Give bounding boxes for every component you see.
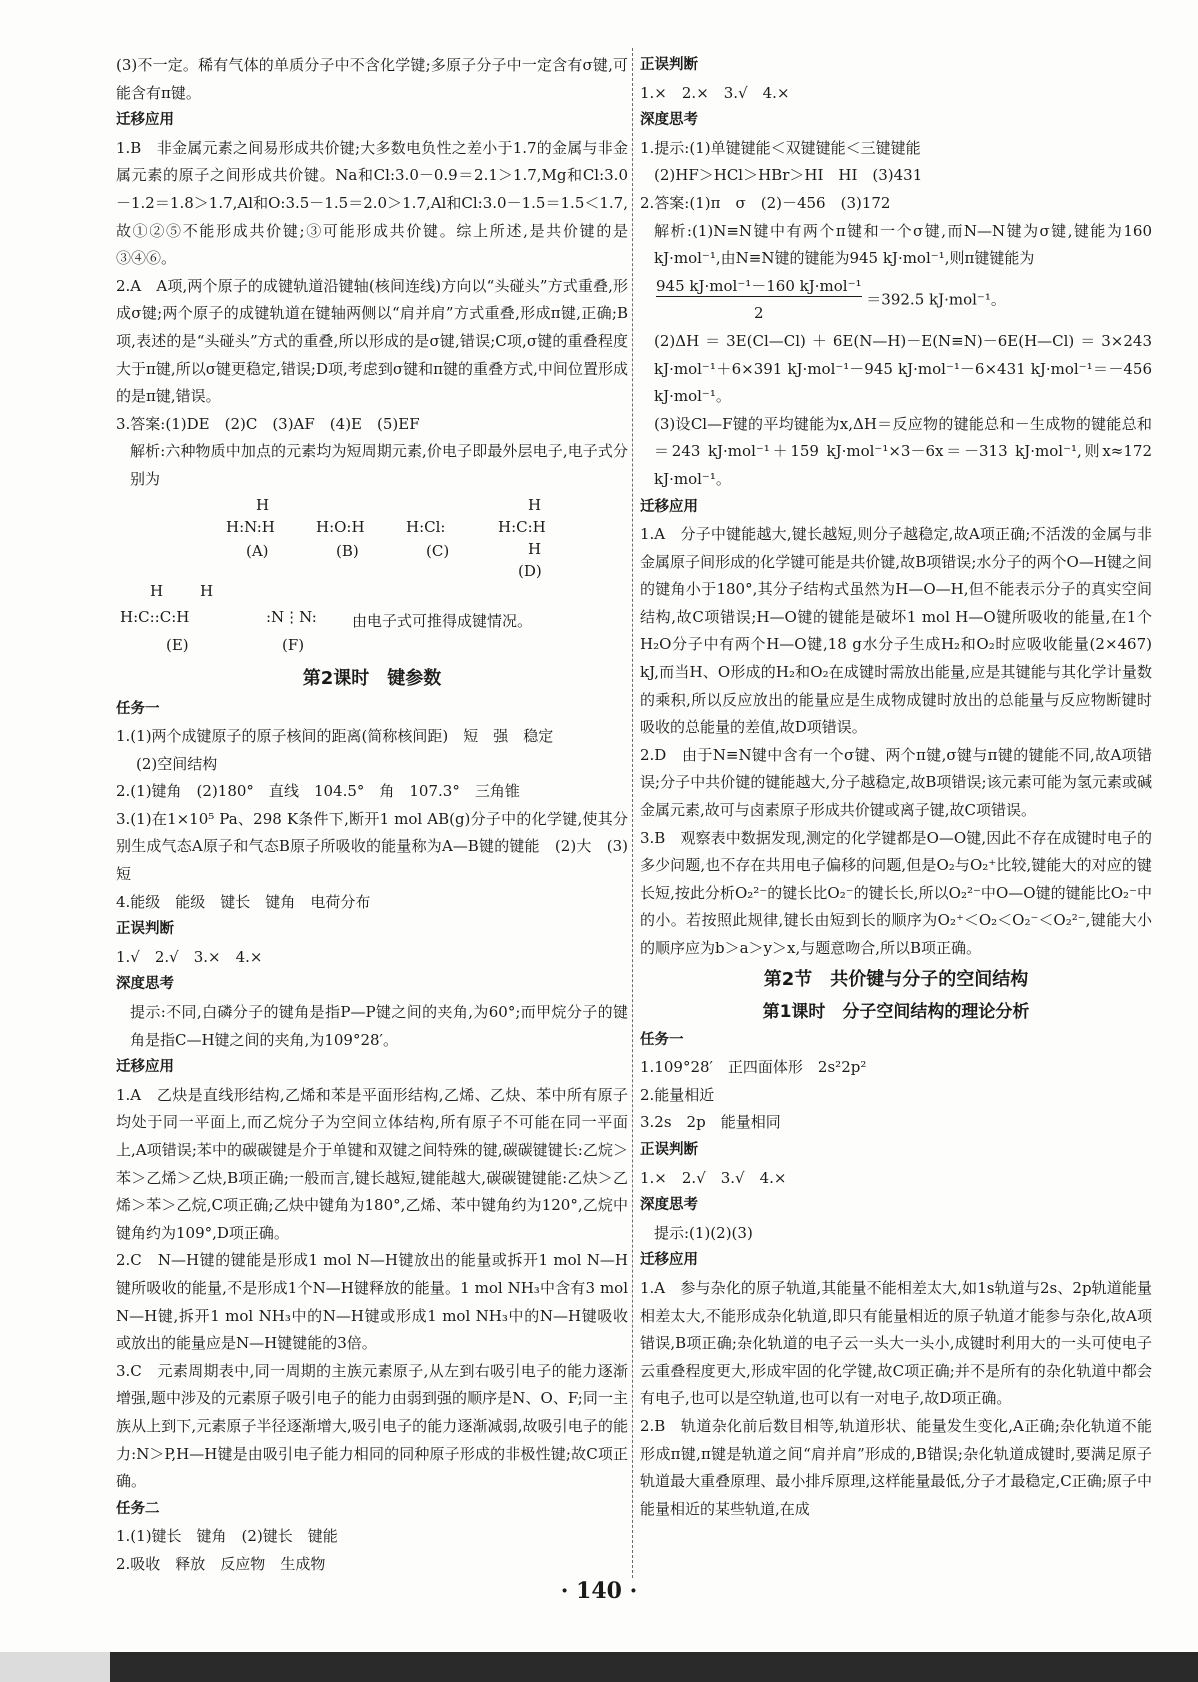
explanation: (2)ΔH＝3E(Cl—Cl)＋6E(N—H)－E(N≡N)－6E(H—Cl)＝3×243 kJ·mol⁻¹＋6×391 kJ·mol⁻¹－945 kJ·mol⁻¹－6×431 kJ·mol⁻¹＝－456 kJ·mol⁻¹。 bbox=[654, 331, 1152, 406]
answer-item: 1.(1)两个成键原子的原子核间的距离(简称核间距) 短 强 稳定 bbox=[116, 727, 554, 746]
lewis-formula-b: H:O:H bbox=[316, 517, 365, 536]
answer-item: (2)HF＞HCl＞HBr＞HI HI (3)431 bbox=[654, 166, 923, 185]
fraction-expression bbox=[640, 273, 1152, 328]
answer-item: 3.2s 2p 能量相同 bbox=[640, 1113, 781, 1132]
lewis-formula-d: H:C:H bbox=[498, 517, 546, 536]
answer-item: 1.A 分子中键能越大,键长越短,则分子越稳定,故A项正确;不活泼的金属与非金属原子间形成的化学键可能是共价键,故B项错误;水分子的两个O—H键之间的键角小于180°,其分子结构式虽然为H—O—H,但不能表示分子的真实空间结构,故C项错误;H—O键的键能是破坏1 mol H—O键所吸收的能量,在1个H₂O分子中有两个H—O键,18 g水分子生成H₂和O₂时应吸收能量(2×467) kJ,而当H、O形成的H₂和O₂在成键时需放出能量,应是其键能与其化学计量数的乘积,所以反应放出的能量应是生成物成键时放出的总能量与反应物断键时吸收的总能量的差值,故D项错误。 bbox=[640, 525, 1152, 737]
electron-dot-formulas-abcd bbox=[116, 494, 628, 580]
answer-item: 3.B 观察表中数据发现,测定的化学键都是O—O键,因此不存在成键时电子的多少问题,也不存在共用电子偏移的问题,但是O₂与O₂⁺比较,键能大的对应的键长短,按此分析O₂²⁻的键长比O₂⁻的键长长,所以O₂²⁻中O—O键的键能比O₂⁻中的小。若按照此规律,键长由短到长的顺序为O₂⁺＜O₂＜O₂⁻＜O₂²⁻,键能大小的顺序应为b＞a＞y＞x,与题意吻合,所以B项正确。 bbox=[640, 828, 1152, 957]
answer-item: 2.B 轨道杂化前后数目相等,轨道形状、能量发生变化,A正确;杂化轨道不能形成π键,π键是轨道之间“肩并肩”形成的,B错误;杂化轨道成键时,要满足原子轨道最大重叠原理、最小排斥原理,这样能量最低,分子才最稳定,C正确;原子中能量相近的某些轨道,在成 bbox=[640, 1416, 1152, 1518]
answer-item: 1.提示:(1)单键键能＜双键键能＜三键键能 bbox=[640, 138, 921, 157]
heading-transfer-application: 迁移应用 bbox=[116, 1059, 174, 1076]
answer-item: 2.A A项,两个原子的成键轨道沿键轴(核间连线)方向以“头碰头”方式重叠,形成σ键;两个原子的成键轨道在键轴两侧以“肩并肩”方式重叠,形成π键,正确;B项,表述的是“头碰头”方式的重叠,所以形成的是σ键,错误;C项,σ键的重叠程度大于π键,所以σ键更稳定,错误;D项,考虑到σ键和π键的重叠方式,中间位置形成的是π键,错误。 bbox=[116, 276, 628, 406]
left-column bbox=[116, 52, 628, 1579]
answer-item: 1.× 2.× 3.√ 4.× bbox=[640, 83, 790, 102]
answer-item: 4.能级 能级 键长 键角 电荷分布 bbox=[116, 892, 371, 911]
explanation: (3)设Cl—F键的平均键能为x,ΔH＝反应物的键能总和－生成物的键能总和＝243 kJ·mol⁻¹＋159 kJ·mol⁻¹×3－6x＝－313 kJ·mol⁻¹,则x≈172 kJ·mol⁻¹。 bbox=[654, 414, 1152, 488]
lewis-h-bottom: H bbox=[528, 539, 542, 558]
label-c: (C) bbox=[426, 541, 450, 560]
section-title: 第2节 共价键与分子的空间结构 bbox=[763, 968, 1029, 990]
heading-deep-thinking: 深度思考 bbox=[116, 976, 174, 993]
answer-item: 2.(1)键角 (2)180° 直线 104.5° 角 107.3° 三角锥 bbox=[116, 782, 520, 801]
hint: 提示:(1)(2)(3) bbox=[654, 1223, 753, 1242]
answer-item: 1.B 非金属元素之间易形成共价键;大多数电负性之差小于1.7的金属与非金属元素的原子之间形成共价键。Na和Cl:3.0－0.9＝2.1＞1.7,Mg和Cl:3.0－1.2＝1.8＞1.7,Al和O:3.5－1.5＝2.0＞1.7,Al和Cl:3.0－1.5＝1.5＜1.7,故①②⑤不能形成共价键;③可能形成共价键。综上所述,是共价键的是③④⑥。 bbox=[116, 138, 628, 268]
heading-transfer-application: 迁移应用 bbox=[116, 112, 174, 129]
heading-transfer-application: 迁移应用 bbox=[640, 1252, 698, 1269]
answer-item: 1.A 乙炔是直线形结构,乙烯和苯是平面形结构,乙烯、乙炔、苯中所有原子均处于同一平面上,而乙烷分子为空间立体结构,所有原子不可能在同一平面上,A项错误;苯中的碳碳键是介于单键和双键之间特殊的键,碳碳键键长:乙烷＞苯＞乙烯＞乙炔,B项正确;一般而言,键长越短,键能越大,碳碳键键能:乙炔＞乙烯＞苯＞乙烷,C项正确;乙炔中键角为180°,乙烯、苯中键角约为120°,乙烷中键角约为109°,D项正确。 bbox=[116, 1085, 628, 1242]
lesson-title: 第2课时 键参数 bbox=[302, 667, 442, 689]
heading-task-one: 任务一 bbox=[640, 1031, 684, 1048]
heading-task-two: 任务二 bbox=[116, 1500, 160, 1517]
electron-dot-formulas-ef bbox=[116, 580, 628, 662]
lewis-formula-a: H:N:H bbox=[226, 517, 275, 536]
heading-task-one: 任务一 bbox=[116, 700, 160, 717]
heading-true-false: 正误判断 bbox=[116, 921, 174, 938]
answer-item: 1.√ 2.√ 3.× 4.× bbox=[116, 947, 263, 966]
explanation: 由电子式可推得成键情况。 bbox=[352, 611, 533, 630]
lewis-h-top: H bbox=[150, 581, 164, 600]
lewis-h-top: H bbox=[200, 581, 214, 600]
answer-item: 3.(1)在1×10⁵ Pa、298 K条件下,断开1 mol AB(g)分子中的化学键,使其分别生成气态A原子和气态B原子所吸收的能量称为A—B键的键能 (2)大 (3)短 bbox=[116, 809, 628, 884]
answer-item: 2.能量相近 bbox=[640, 1085, 715, 1104]
label-a: (A) bbox=[246, 541, 269, 560]
label-e: (E) bbox=[166, 635, 189, 654]
heading-true-false: 正误判断 bbox=[640, 1141, 698, 1158]
lewis-h-top: H bbox=[256, 495, 270, 514]
answer-item: (2)空间结构 bbox=[136, 754, 218, 773]
answer-item: 2.D 由于N≡N键中含有一个σ键、两个π键,σ键与π键的键能不同,故A项错误;分子中共价键的键能越大,分子越稳定,故B项错误;该元素可能为氢元素或碱金属元素,故可与卤素原子形成共价键或离子键,故C项错误。 bbox=[640, 745, 1152, 820]
label-f: (F) bbox=[282, 635, 305, 654]
explanation: 解析:(1)N≡N键中有两个π键和一个σ键,而N—N键为σ键,键能为160 kJ·mol⁻¹,由N≡N键的键能为945 kJ·mol⁻¹,则π键键能为 bbox=[654, 221, 1152, 268]
label-b: (B) bbox=[336, 541, 359, 560]
electron-dot-formula-graphic bbox=[216, 494, 628, 580]
paragraph: (3)不一定。稀有气体的单质分子中不含化学键;多原子分子中一定含有σ键,可能含有π键。 bbox=[116, 56, 628, 102]
lewis-formula-f: :N⋮N: bbox=[266, 607, 317, 626]
heading-true-false: 正误判断 bbox=[640, 57, 698, 73]
hint: 提示:不同,白磷分子的键角是指P—P键之间的夹角,为60°;而甲烷分子的键角是指C—H键之间的夹角,为109°28′。 bbox=[130, 1003, 628, 1049]
page-number: · 140 · bbox=[560, 1578, 638, 1604]
right-column bbox=[640, 52, 1152, 1523]
heading-deep-thinking: 深度思考 bbox=[640, 112, 698, 129]
lesson-title: 第1课时 分子空间结构的理论分析 bbox=[762, 1001, 1030, 1022]
fraction-denominator: 2 bbox=[753, 304, 764, 323]
answer-item: 3.C 元素周期表中,同一周期的主族元素原子,从左到右吸引电子的能力逐渐增强,题中涉及的元素原子吸引电子的能力由弱到强的顺序是N、O、F;同一主族从上到下,元素原子半径逐渐增大,吸引电子的能力逐渐减弱,故吸引电子的能力:N＞P,H—H键是由吸引电子能力相同的同种原子形成的非极性键;故C项正确。 bbox=[116, 1361, 628, 1491]
explanation: 解析:六种物质中加点的元素均为短周期元素,价电子即最外层电子,电子式分别为 bbox=[130, 442, 628, 488]
column-divider bbox=[632, 48, 633, 1578]
heading-deep-thinking: 深度思考 bbox=[640, 1197, 698, 1214]
fraction-result: ＝392.5 kJ·mol⁻¹。 bbox=[866, 290, 1006, 309]
answer-item: 2.吸收 释放 反应物 生成物 bbox=[116, 1554, 326, 1573]
answer-item: 1.A 参与杂化的原子轨道,其能量不能相差太大,如1s轨道与2s、2p轨道能量相差太大,不能形成杂化轨道,即只有能量相近的原子轨道才能参与杂化,故A项错误,B项正确;杂化轨道的电子云一头大一头小,成键时利用大的一头可使电子云重叠程度更大,形成牢固的化学键,故C项正确;并不是所有的杂化轨道中都会有电子,也可以是空轨道,也可以有一对电子,故D项正确。 bbox=[640, 1278, 1152, 1408]
answer-item: 1.(1)键长 键角 (2)键长 键能 bbox=[116, 1527, 338, 1546]
lewis-formula-c: H:Cl: bbox=[406, 517, 446, 536]
label-d: (D) bbox=[518, 561, 542, 580]
answer-item: 2.答案:(1)π σ (2)－456 (3)172 bbox=[640, 193, 891, 212]
lewis-formula-e: H:C::C:H bbox=[120, 607, 190, 626]
answer-item: 1.× 2.√ 3.√ 4.× bbox=[640, 1168, 787, 1187]
fraction-numerator: 945 kJ·mol⁻¹－160 kJ·mol⁻¹ bbox=[656, 276, 862, 295]
answer-item: 3.答案:(1)DE (2)C (3)AF (4)E (5)EF bbox=[116, 414, 420, 433]
lewis-h-top: H bbox=[528, 495, 542, 514]
electron-dot-formula-graphic bbox=[116, 580, 346, 660]
answer-item: 1.109°28′ 正四面体形 2s²2p² bbox=[640, 1058, 867, 1077]
scan-edge-shade bbox=[0, 1652, 110, 1682]
scan-edge-bar bbox=[110, 1652, 1198, 1682]
heading-transfer-application: 迁移应用 bbox=[640, 498, 698, 515]
answer-item: 2.C N—H键的键能是形成1 mol N—H键放出的能量或拆开1 mol N—H键所吸收的能量,不是形成1个N—H键释放的能量。1 mol NH₃中含有3 mol N—H键,拆开1 mol NH₃中的N—H键或形成1 mol NH₃中的N—H键吸收或放出的能量应是N—H键键能的3倍。 bbox=[116, 1251, 628, 1353]
